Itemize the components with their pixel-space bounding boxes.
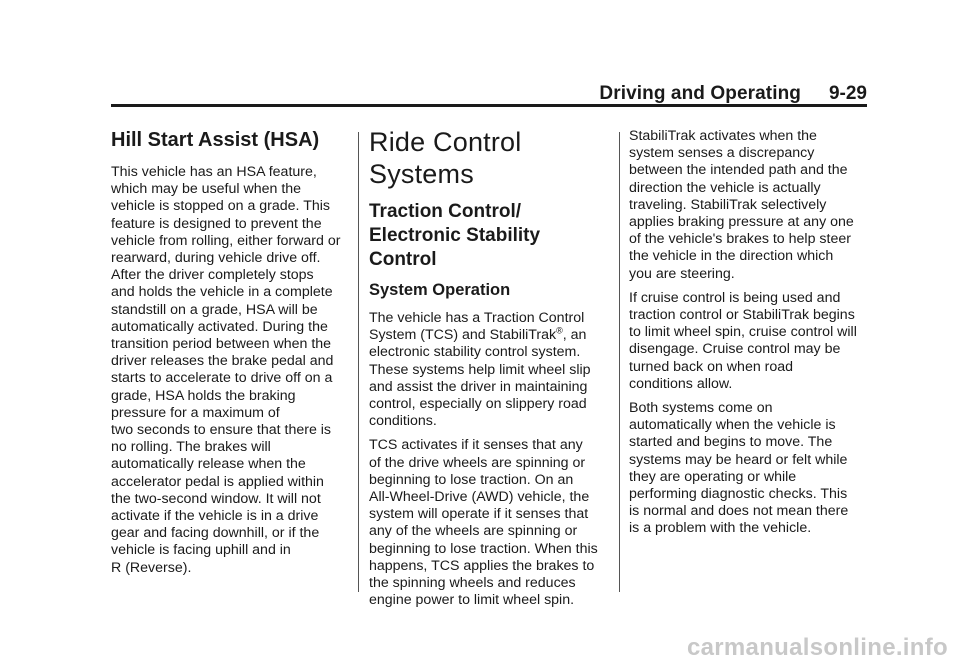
header-rule	[111, 104, 867, 107]
column-divider-2	[619, 132, 620, 592]
page-header	[111, 83, 867, 105]
column-3	[629, 128, 869, 545]
cruise-control-paragraph: If cruise control is being used and traction control or StabiliTrak begins to limit wheel spin, cruise control will disengage. Cruise control may be turned back on when road conditions allow.	[629, 289, 857, 392]
hsa-paragraph: This vehicle has an HSA feature, which may be useful when the vehicle is stopped on a grade. This feature is designed to prevent the vehicle from rolling, either forward or rearward, during vehicle drive off. After the driver completely stops and holds the vehicle in a complete standstill on a grade, HSA will be automatically activated. During the transition period between when the driver releases the brake pedal and starts to accelerate to drive off on a grade, HSA holds the braking pressure for a maximum of two seconds to ensure that there is no rolling. The brakes will automatically release when the accelerator pedal is applied within the two-second window. It will not activate if the vehicle is in a drive gear and facing downhill, or if the vehicle is facing uphill and in R (Reverse).	[111, 164, 341, 576]
chapter-heading-ride-control: Ride Control Systems	[369, 127, 522, 189]
column-2	[369, 126, 611, 616]
column-1	[111, 126, 348, 584]
system-operation-paragraph-1	[369, 310, 611, 430]
registered-mark: ®	[556, 325, 563, 336]
stabilitrak-paragraph: StabiliTrak activates when the system senses a discrepancy between the intended path and the direction the vehicle is actually traveling. StabiliTrak selectively applies braking pressure at any one of the vehicle's brakes to help steer the vehicle in the direction which you are steering.	[629, 128, 854, 282]
section-heading-hsa: Hill Start Assist (HSA)	[111, 129, 320, 151]
page-number: 9-29	[828, 83, 867, 104]
p1-text-a: The vehicle has a Traction Control System (TCS) and StabiliTrak	[369, 310, 585, 344]
both-systems-paragraph: Both systems come on automatically when the vehicle is started and begins to move. The systems may be heard or felt while they are operating or while performing diagnostic checks. This is normal and does not mean there is a problem with the vehicle.	[629, 400, 849, 537]
running-header-title: Driving and Operating	[599, 83, 801, 104]
site-watermark: carmanualsonline.info	[686, 634, 948, 661]
section-heading-traction-control: Traction Control/ Electronic Stability Control	[369, 201, 541, 270]
column-divider-1	[358, 132, 359, 592]
subheading-system-operation: System Operation	[369, 281, 511, 299]
system-operation-paragraph-2: TCS activates if it senses that any of the drive wheels are spinning or beginning to lose traction. On an All-Wheel-Drive (AWD) vehicle, the system will operate if it senses that any of the wheels are spinning or beginning to lose traction. When this happens, TCS applies the brakes to the spinning wheels and reduces engine power to limit wheel spin.	[369, 437, 598, 609]
p1-text-b: , an electronic stability control system. These systems help limit wheel slip and assist the driver in maintaining control, especially on slippery road conditions.	[369, 327, 591, 430]
